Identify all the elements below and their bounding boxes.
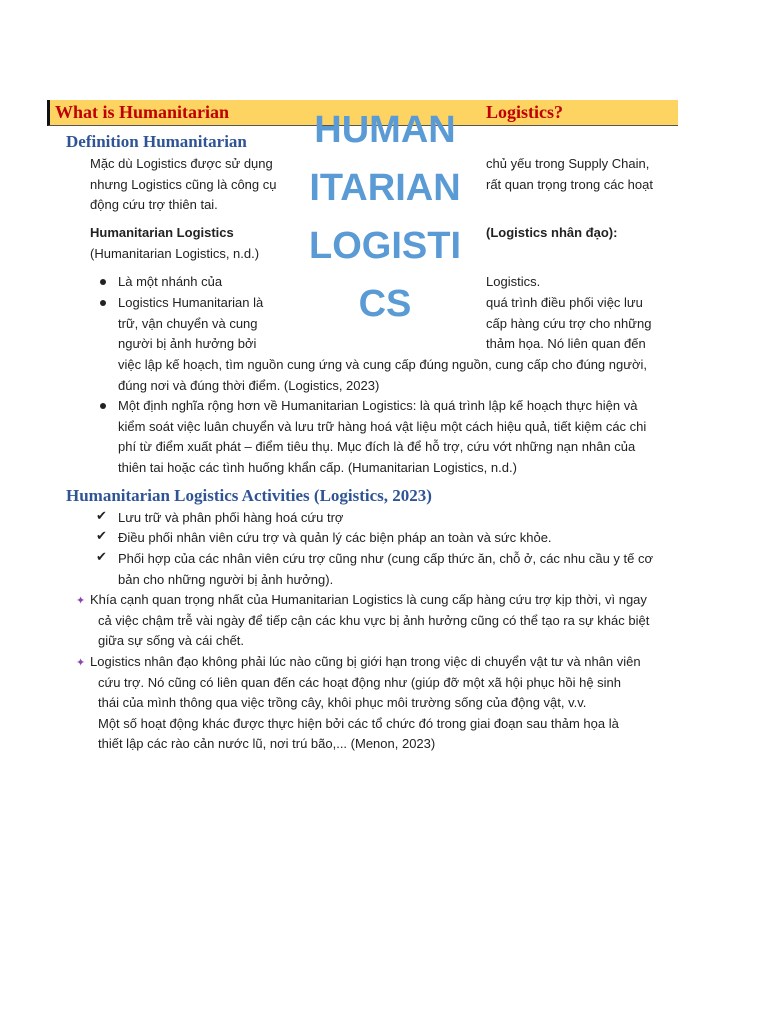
bullet-item bbox=[118, 396, 646, 478]
big-title-line: CS bbox=[358, 283, 412, 325]
big-title-line: HUMAN bbox=[314, 109, 456, 151]
definition-title: Definition Humanitarian bbox=[66, 132, 247, 151]
check-icon: ✔ bbox=[96, 508, 107, 523]
text-line: Logistics Humanitarian là bbox=[118, 293, 263, 314]
text-line: phí từ điểm xuất phát – điểm tiêu thụ. Mục đích là để hỗ trợ, cứu vớt những nạn nhân của bbox=[118, 439, 636, 455]
text-line: người bị ảnh hưởng bởi bbox=[118, 336, 257, 352]
text-line: thiên tai hoặc các tình huống khẩn cấp. (Humanitarian Logistics, n.d.) bbox=[118, 459, 517, 475]
bullet-item-right bbox=[486, 293, 651, 355]
text-line: đúng nơi và đúng thời điểm. (Logistics, 2023) bbox=[118, 377, 380, 393]
check-item bbox=[118, 549, 653, 590]
header-title-left: What is Humanitarian bbox=[55, 102, 230, 122]
text-line: Một số hoạt động khác được thực hiện bởi các tổ chức đó trong giai đoạn sau thảm họa là bbox=[98, 715, 619, 731]
text-line: giữa sự sống và cái chết. bbox=[98, 633, 245, 649]
big-title-line: LOGISTI bbox=[309, 225, 461, 267]
text-line: Một định nghĩa rộng hơn về Humanitarian Logistics: là quá trình lập kế hoạch thực hiện và bbox=[118, 396, 646, 417]
text-line: nhưng Logistics cũng là công cụ bbox=[90, 176, 277, 192]
text-line: cả việc chậm trễ vài ngày để tiếp cận các khu vực bị ảnh hưởng cũng có thể tạo ra sự khác biệt bbox=[98, 612, 650, 628]
definition-paragraph-right bbox=[486, 154, 653, 195]
text-line: Khía cạnh quan trọng nhất của Humanitarian Logistics là cung cấp hàng cứu trợ kịp thời, vì ngay bbox=[90, 592, 647, 607]
activities-title: Humanitarian Logistics Activities (Logistics, 2023) bbox=[66, 486, 432, 505]
check-icon: ✔ bbox=[96, 549, 107, 564]
text-line: động cứu trợ thiên tai. bbox=[90, 197, 218, 213]
text-line: cấp hàng cứu trợ cho những bbox=[486, 315, 652, 331]
check-icon: ✔ bbox=[96, 528, 107, 543]
definition-label-left: Humanitarian Logistics bbox=[90, 225, 234, 240]
bullet-item-right: Logistics. bbox=[486, 274, 541, 289]
check-item: Điều phối nhân viên cứu trợ và quản lý các biện pháp an toàn và sức khỏe. bbox=[118, 530, 552, 545]
text-line: Mặc dù Logistics được sử dụng bbox=[90, 156, 273, 171]
text-line: việc lập kế hoạch, tìm nguồn cung ứng và cung cấp đúng nguồn, cung cấp cho đúng người, bbox=[118, 357, 647, 372]
text-line: Logistics nhân đạo không phải lúc nào cũng bị giới hạn trong việc di chuyển vật tư và nhân viên bbox=[90, 654, 641, 669]
check-item: Lưu trữ và phân phối hàng hoá cứu trợ bbox=[118, 510, 344, 525]
text-line: kiểm soát việc luân chuyển và lưu trữ hàng hoá vật liệu một cách hiệu quả, tiết kiệm các chi bbox=[118, 418, 647, 434]
definition-paragraph-left bbox=[90, 154, 277, 216]
definition-citation: (Humanitarian Logistics, n.d.) bbox=[90, 246, 260, 261]
text-line: thảm họa. Nó liên quan đến bbox=[486, 336, 646, 352]
star-bullet-icon: ✦ bbox=[76, 595, 86, 607]
bullet-item bbox=[118, 293, 263, 355]
header-title-right: Logistics? bbox=[486, 102, 564, 122]
bullet-item-continued bbox=[118, 355, 647, 396]
text-line: thái của mình thông qua việc trồng cây, khôi phục môi trường sống của động vật, v.v. bbox=[98, 695, 587, 711]
text-line: chủ yếu trong Supply Chain, bbox=[486, 156, 650, 171]
definition-label-right: (Logistics nhân đạo): bbox=[486, 225, 618, 240]
text-line: thiết lập các rào cản nước lũ, nơi trú bão,... (Menon, 2023) bbox=[98, 736, 436, 752]
star-item bbox=[90, 652, 641, 755]
star-bullet-icon: ✦ bbox=[76, 657, 86, 669]
bullet-item: Là một nhánh của bbox=[118, 272, 222, 293]
big-title-line: ITARIAN bbox=[309, 167, 461, 209]
text-line: rất quan trọng trong các hoạt bbox=[486, 176, 653, 192]
text-line: bản cho những người bị ảnh hưởng). bbox=[118, 571, 334, 587]
star-item bbox=[90, 590, 649, 652]
text-line: quá trình điều phối việc lưu bbox=[486, 295, 643, 310]
big-title-overlay bbox=[300, 101, 470, 333]
text-line: Phối hợp của các nhân viên cứu trợ cũng như (cung cấp thức ăn, chỗ ở, các nhu cầu y tế cơ bbox=[118, 551, 653, 566]
text-line: trữ, vận chuyển và cung bbox=[118, 315, 258, 331]
text-line: cứu trợ. Nó cũng có liên quan đến các hoạt động như (giúp đỡ một xã hội phục hồi hệ sinh bbox=[98, 674, 622, 690]
